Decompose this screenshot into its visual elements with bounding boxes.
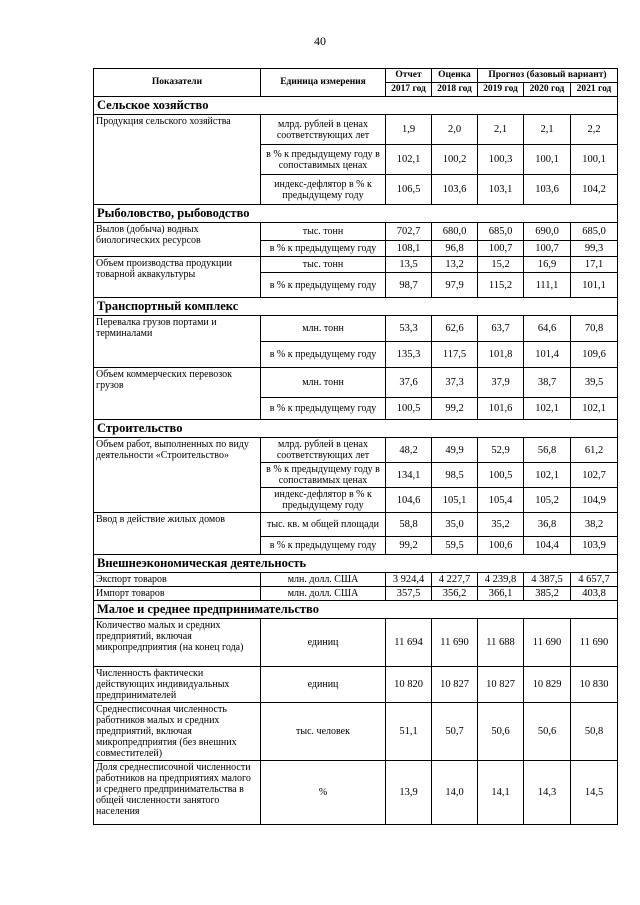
value-cell: 11 690	[432, 619, 478, 667]
table-row	[94, 703, 618, 761]
value-cell: 102,1	[386, 145, 432, 175]
header-estimate: Оценка	[432, 69, 478, 83]
value-cell: 37,3	[432, 368, 478, 398]
value-cell: 10 830	[571, 667, 618, 703]
value-cell: 102,1	[524, 398, 571, 420]
value-cell: 685,0	[478, 223, 524, 241]
value-cell: 3 924,4	[386, 573, 432, 587]
forecast-table	[93, 68, 618, 825]
header-year: 2018 год	[432, 83, 478, 97]
indicator-name: Численность фактически действующих индивидуальных предпринимателей	[94, 667, 261, 703]
table-row	[94, 368, 618, 398]
value-cell: 11 690	[571, 619, 618, 667]
section-title: Внешнеэкономическая деятельность	[94, 555, 386, 573]
value-cell: 109,6	[571, 342, 618, 368]
page-number: 40	[314, 34, 326, 48]
value-cell: 702,7	[386, 223, 432, 241]
value-cell: 97,9	[432, 273, 478, 298]
value-cell: 53,3	[386, 316, 432, 342]
value-cell: 13,2	[432, 257, 478, 273]
value-cell: 101,6	[478, 398, 524, 420]
value-cell: 59,5	[432, 537, 478, 555]
value-cell: 2,1	[478, 115, 524, 145]
indicator-name: Вылов (добыча) водных биологических ресурсов	[94, 223, 261, 257]
value-cell: 108,1	[386, 241, 432, 257]
value-cell: 96,8	[432, 241, 478, 257]
indicator-name: Продукция сельского хозяйства	[94, 115, 261, 205]
unit-cell: млн. долл. США	[261, 573, 386, 587]
section-title: Строительство	[94, 420, 386, 438]
value-cell: 101,1	[571, 273, 618, 298]
header-year: 2019 год	[478, 83, 524, 97]
unit-cell: единиц	[261, 667, 386, 703]
indicator-name: Объем производства продукции товарной аквакультуры	[94, 257, 261, 298]
value-cell: 680,0	[432, 223, 478, 241]
value-cell: 104,4	[524, 537, 571, 555]
value-cell: 50,6	[524, 703, 571, 761]
unit-cell: в % к предыдущему году	[261, 273, 386, 298]
value-cell: 104,9	[571, 488, 618, 513]
table-row	[94, 115, 618, 145]
unit-cell: млрд. рублей в ценах соответствующих лет	[261, 115, 386, 145]
value-cell: 4 657,7	[571, 573, 618, 587]
value-cell: 17,1	[571, 257, 618, 273]
value-cell: 99,3	[571, 241, 618, 257]
value-cell: 111,1	[524, 273, 571, 298]
value-cell: 58,8	[386, 513, 432, 537]
value-cell: 2,1	[524, 115, 571, 145]
unit-cell: в % к предыдущему году	[261, 398, 386, 420]
value-cell: 63,7	[478, 316, 524, 342]
unit-cell: тыс. тонн	[261, 223, 386, 241]
table-row	[94, 619, 618, 667]
value-cell: 98,7	[386, 273, 432, 298]
section-title: Сельское хозяйство	[94, 97, 386, 115]
value-cell: 99,2	[432, 398, 478, 420]
value-cell: 100,7	[524, 241, 571, 257]
value-cell: 134,1	[386, 463, 432, 488]
value-cell: 38,7	[524, 368, 571, 398]
value-cell: 16,9	[524, 257, 571, 273]
unit-cell: в % к предыдущему году в сопоставимых ценах	[261, 463, 386, 488]
table-row	[94, 513, 618, 537]
value-cell: 103,6	[524, 175, 571, 205]
value-cell: 52,9	[478, 438, 524, 463]
value-cell: 14,1	[478, 761, 524, 825]
unit-cell: в % к предыдущему году	[261, 241, 386, 257]
indicator-name: Количество малых и средних предприятий, включая микропредприятия (на конец года)	[94, 619, 261, 667]
value-cell: 36,8	[524, 513, 571, 537]
section-row	[94, 555, 618, 573]
unit-cell: единиц	[261, 619, 386, 667]
section-title: Транспортный комплекс	[94, 298, 386, 316]
table-row	[94, 438, 618, 463]
header-row-groups	[94, 69, 618, 83]
value-cell: 50,6	[478, 703, 524, 761]
value-cell: 35,0	[432, 513, 478, 537]
value-cell: 100,6	[478, 537, 524, 555]
indicator-name: Ввод в действие жилых домов	[94, 513, 261, 555]
value-cell: 100,3	[478, 145, 524, 175]
indicator-name: Среднесписочная численность работников малых и средних предприятий, включая микропредприятия (без внешних совместителей)	[94, 703, 261, 761]
value-cell: 135,3	[386, 342, 432, 368]
value-cell: 10 827	[432, 667, 478, 703]
value-cell: 100,2	[432, 145, 478, 175]
value-cell: 4 239,8	[478, 573, 524, 587]
value-cell: 10 820	[386, 667, 432, 703]
value-cell: 103,1	[478, 175, 524, 205]
value-cell: 105,4	[478, 488, 524, 513]
header-unit: Единица измерения	[261, 69, 386, 97]
unit-cell: в % к предыдущему году в сопоставимых ценах	[261, 145, 386, 175]
value-cell: 50,8	[571, 703, 618, 761]
value-cell: 357,5	[386, 587, 432, 601]
value-cell: 4 227,7	[432, 573, 478, 587]
value-cell: 10 829	[524, 667, 571, 703]
section-row	[94, 601, 618, 619]
value-cell: 102,7	[571, 463, 618, 488]
table-row	[94, 587, 618, 601]
unit-cell: индекс-дефлятор в % к предыдущему году	[261, 488, 386, 513]
unit-cell: индекс-дефлятор в % к предыдущему году	[261, 175, 386, 205]
value-cell: 48,2	[386, 438, 432, 463]
unit-cell: млн. тонн	[261, 368, 386, 398]
indicator-name: Доля среднесписочной численности работников на предприятиях малого и среднего предпринимательства в общей численности занятого населения	[94, 761, 261, 825]
value-cell: 35,2	[478, 513, 524, 537]
section-row	[94, 205, 618, 223]
value-cell: 98,5	[432, 463, 478, 488]
value-cell: 50,7	[432, 703, 478, 761]
unit-cell: млн. долл. США	[261, 587, 386, 601]
value-cell: 62,6	[432, 316, 478, 342]
unit-cell: в % к предыдущему году	[261, 342, 386, 368]
value-cell: 103,6	[432, 175, 478, 205]
table-body	[94, 97, 618, 825]
section-row	[94, 298, 618, 316]
value-cell: 56,8	[524, 438, 571, 463]
header-report: Отчет	[386, 69, 432, 83]
unit-cell: %	[261, 761, 386, 825]
value-cell: 11 688	[478, 619, 524, 667]
unit-cell: млн. тонн	[261, 316, 386, 342]
indicator-name: Перевалка грузов портами и терминалами	[94, 316, 261, 368]
value-cell: 2,2	[571, 115, 618, 145]
table-row	[94, 316, 618, 342]
value-cell: 14,0	[432, 761, 478, 825]
value-cell: 102,1	[524, 463, 571, 488]
value-cell: 38,2	[571, 513, 618, 537]
header-year: 2017 год	[386, 83, 432, 97]
value-cell: 14,3	[524, 761, 571, 825]
value-cell: 61,2	[571, 438, 618, 463]
section-row	[94, 97, 618, 115]
indicator-name: Импорт товаров	[94, 587, 261, 601]
value-cell: 1,9	[386, 115, 432, 145]
value-cell: 403,8	[571, 587, 618, 601]
header-year: 2020 год	[524, 83, 571, 97]
value-cell: 14,5	[571, 761, 618, 825]
value-cell: 100,7	[478, 241, 524, 257]
value-cell: 100,5	[478, 463, 524, 488]
value-cell: 106,5	[386, 175, 432, 205]
indicator-name: Объем коммерческих перевозок грузов	[94, 368, 261, 420]
value-cell: 103,9	[571, 537, 618, 555]
table-row	[94, 257, 618, 273]
unit-cell: тыс. человек	[261, 703, 386, 761]
value-cell: 37,6	[386, 368, 432, 398]
header-indicators: Показатели	[94, 69, 261, 97]
value-cell: 385,2	[524, 587, 571, 601]
value-cell: 366,1	[478, 587, 524, 601]
value-cell: 115,2	[478, 273, 524, 298]
section-title: Малое и среднее предпринимательство	[94, 601, 386, 619]
unit-cell: тыс. кв. м общей площади	[261, 513, 386, 537]
value-cell: 100,1	[571, 145, 618, 175]
value-cell: 10 827	[478, 667, 524, 703]
section-title: Рыболовство, рыбоводство	[94, 205, 386, 223]
unit-cell: в % к предыдущему году	[261, 537, 386, 555]
value-cell: 13,5	[386, 257, 432, 273]
value-cell: 37,9	[478, 368, 524, 398]
value-cell: 49,9	[432, 438, 478, 463]
value-cell: 39,5	[571, 368, 618, 398]
value-cell: 356,2	[432, 587, 478, 601]
indicator-name: Объем работ, выполненных по виду деятельности «Строительство»	[94, 438, 261, 513]
value-cell: 102,1	[571, 398, 618, 420]
value-cell: 4 387,5	[524, 573, 571, 587]
value-cell: 13,9	[386, 761, 432, 825]
table-row	[94, 573, 618, 587]
value-cell: 64,6	[524, 316, 571, 342]
value-cell: 11 694	[386, 619, 432, 667]
value-cell: 101,4	[524, 342, 571, 368]
indicator-name: Экспорт товаров	[94, 573, 261, 587]
header-forecast: Прогноз (базовый вариант)	[478, 69, 618, 83]
unit-cell: млрд. рублей в ценах соответствующих лет	[261, 438, 386, 463]
value-cell: 104,6	[386, 488, 432, 513]
table-row	[94, 761, 618, 825]
value-cell: 100,5	[386, 398, 432, 420]
value-cell: 117,5	[432, 342, 478, 368]
value-cell: 11 690	[524, 619, 571, 667]
value-cell: 685,0	[571, 223, 618, 241]
value-cell: 105,2	[524, 488, 571, 513]
value-cell: 104,2	[571, 175, 618, 205]
table-row	[94, 667, 618, 703]
value-cell: 100,1	[524, 145, 571, 175]
value-cell: 101,8	[478, 342, 524, 368]
value-cell: 105,1	[432, 488, 478, 513]
table-row	[94, 223, 618, 241]
value-cell: 70,8	[571, 316, 618, 342]
value-cell: 2,0	[432, 115, 478, 145]
value-cell: 15,2	[478, 257, 524, 273]
unit-cell: тыс. тонн	[261, 257, 386, 273]
header-year: 2021 год	[571, 83, 618, 97]
value-cell: 99,2	[386, 537, 432, 555]
value-cell: 51,1	[386, 703, 432, 761]
section-row	[94, 420, 618, 438]
value-cell: 690,0	[524, 223, 571, 241]
